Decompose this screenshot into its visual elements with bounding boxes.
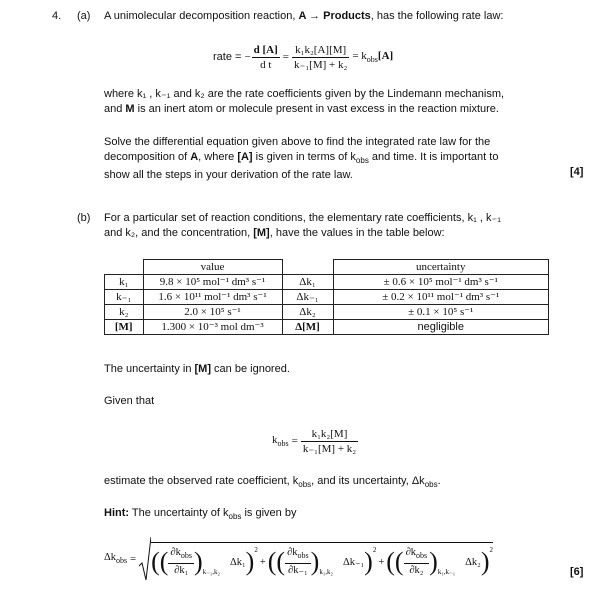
uncertainty-formula (104, 536, 493, 582)
kobs-numerator: k₁k₂[M] (301, 427, 358, 442)
hint-line (104, 506, 296, 524)
hint-sub: obs (228, 512, 242, 522)
row-uncertainty: ± 0.2 × 10¹¹ mol⁻¹ dm³ s⁻¹ (333, 290, 549, 305)
rate-fraction (292, 43, 349, 72)
rate-fraction-denominator: k₋₁[M] + k₂ (294, 58, 348, 71)
table-row (105, 275, 549, 290)
term1-held: k₋₁,k₂ (202, 568, 220, 577)
sqrt-body (151, 542, 493, 578)
term3-partial-num-k: ∂k (405, 546, 417, 558)
row-uncertainty-symbol: Δk₁ (282, 275, 333, 290)
term1-partial (168, 546, 194, 578)
where-line-2-pre: and (104, 103, 126, 115)
term1-close-paren-1: ) (193, 547, 203, 576)
row-symbol: k₁ (105, 275, 144, 290)
term2-partial-den: ∂k₋₁ (288, 565, 308, 577)
estimate-mid: , and its uncertainty, Δk (311, 475, 425, 487)
table-row (105, 320, 549, 335)
solve-line-2-mid: , where (198, 151, 238, 163)
given-that: Given that (104, 395, 155, 407)
term2-partial (285, 546, 311, 578)
estimate-sub-1: obs (298, 480, 312, 490)
sqrt-icon (139, 536, 151, 582)
where-line-2-post: is an inert atom or molecule present in vast excess in the reaction mixture. (134, 103, 499, 115)
header-value: value (143, 260, 282, 275)
term3-close-paren-1: ) (429, 547, 438, 576)
term3-square: 2 (489, 545, 494, 554)
term2-partial-num-k: ∂k (287, 546, 298, 558)
part-b-intro-line-1: For a particular set of reaction conditions, the elementary rate coefficients, k₁ , k₋₁ (104, 212, 501, 224)
hint-bold: Hint: (104, 507, 130, 519)
rate-law-equation (213, 40, 393, 74)
rate-rhs-sub: obs (366, 55, 378, 65)
kobs-lhs (272, 434, 289, 448)
row-uncertainty: ± 0.1 × 10⁵ s⁻¹ (333, 305, 549, 320)
solve-line-2-sub: obs (355, 156, 369, 166)
term2-close-paren-1: ) (310, 547, 320, 576)
reaction: A → Products (298, 10, 371, 22)
row-value: 1.300 × 10⁻³ mol dm⁻³ (143, 320, 282, 335)
solve-line-2-post: is given in terms of k (252, 151, 356, 163)
part-b-intro-line-2-post: , have the values in the table below: (269, 227, 445, 239)
term2-close-paren-2: ) (364, 547, 373, 576)
part-b-intro-line-2-pre: and k₂, and the concentration, (104, 227, 254, 239)
solve-paragraph (104, 135, 498, 183)
kobs-lhs-k: k (272, 433, 278, 446)
derivative-fraction (252, 43, 280, 72)
rate-rhs-k: = k (352, 49, 367, 62)
solve-line-1: Solve the differential equation given above to find the integrated rate law for the (104, 136, 491, 148)
term2-square: 2 (372, 545, 377, 554)
solve-line-2 (104, 150, 498, 168)
term1-partial-den: ∂k₁ (174, 565, 189, 577)
term1-partial-num (168, 546, 194, 564)
hint-tail: is given by (241, 507, 297, 519)
term3-held: k₁,k₋₁ (437, 568, 456, 577)
hint-text: The uncertainty of k (129, 507, 229, 519)
row-symbol: k₂ (105, 305, 144, 320)
part-a-label: (a) (77, 10, 91, 22)
derivative-denominator: d t (260, 58, 272, 71)
table-header-row (105, 260, 549, 275)
solve-line-2-bold-conc: [A] (237, 151, 253, 163)
term3-open-paren: (( (386, 547, 404, 576)
unc-lhs-dk: Δk (104, 552, 117, 564)
row-uncertainty-symbol: Δ[M] (282, 320, 333, 335)
equals-sign: = (282, 51, 290, 63)
question-number: 4. (52, 10, 62, 22)
row-symbol: [M] (105, 320, 144, 335)
derivative-numerator: d [A] (253, 43, 278, 56)
row-uncertainty: ± 0.6 × 10⁵ mol⁻¹ dm³ s⁻¹ (333, 275, 549, 290)
kobs-fraction (301, 427, 358, 456)
unc-equals: = (130, 553, 137, 565)
plus-2: + (378, 556, 385, 568)
where-line-2-bold: M (125, 103, 135, 115)
ignore-pre: The uncertainty in (104, 363, 195, 375)
plus-1: + (259, 556, 266, 568)
term3-close-paren-2: ) (480, 547, 490, 576)
term3-partial-den: ∂k₂ (409, 565, 424, 577)
unc-lhs-sub: obs (116, 556, 128, 566)
table-row (105, 305, 549, 320)
term2-open-paren: (( (267, 547, 286, 576)
term3-mult: Δk₂ (465, 556, 481, 568)
row-uncertainty-symbol: Δk₂ (282, 305, 333, 320)
intro-text-1: A unimolecular decomposition reaction, (104, 10, 299, 22)
header-blank-2 (282, 260, 333, 275)
term2-mult: Δk₋₁ (342, 557, 365, 568)
where-line-2 (104, 102, 504, 117)
rate-rhs-tail: [A] (377, 49, 394, 62)
solve-line-2-bold-a: A (190, 151, 199, 163)
header-uncertainty: uncertainty (333, 260, 549, 275)
term3-partial-num-sub: obs (416, 551, 428, 561)
rate-fraction-numerator: k₁k₂[A][M] (292, 43, 349, 58)
term1-open-paren: (( (151, 547, 169, 576)
estimate-sub-2: obs (424, 480, 438, 490)
where-paragraph (104, 87, 504, 117)
table-row (105, 290, 549, 305)
solve-line-2-tail: and time. It is important to (368, 151, 499, 163)
part-a-intro (104, 9, 503, 24)
values-table (104, 259, 549, 335)
solve-line-2-pre: decomposition of (104, 151, 191, 163)
term3-partial (404, 546, 430, 578)
term2-held: k₁,k₂ (319, 568, 333, 577)
solve-line-3: show all the steps in your derivation of the rate law. (104, 169, 353, 182)
part-b-intro-line-2-bold: [M] (253, 227, 270, 239)
kobs-denominator: k₋₁[M] + k₂ (302, 442, 357, 455)
part-b-marks: [6] (570, 566, 584, 578)
ignore-post: can be ignored. (211, 363, 290, 375)
row-symbol: k₋₁ (105, 290, 144, 305)
part-b-intro (104, 211, 501, 241)
row-value: 1.6 × 10¹¹ mol⁻¹ dm³ s⁻¹ (143, 290, 282, 305)
estimate-line (104, 474, 441, 492)
header-blank-1 (105, 260, 144, 275)
kobs-equation (272, 424, 358, 458)
term1-square: 2 (254, 545, 258, 554)
part-b-label: (b) (77, 212, 91, 224)
minus-sign: − (244, 51, 251, 63)
ignore-bold: [M] (194, 363, 211, 375)
rate-lhs: rate = (213, 51, 242, 63)
rate-rhs (352, 50, 393, 64)
intro-text-2: , has the following rate law: (370, 10, 504, 22)
part-b-intro-line-2 (104, 226, 501, 241)
term1-partial-num-sub: obs (180, 551, 192, 561)
row-value: 9.8 × 10⁵ mol⁻¹ dm³ s⁻¹ (143, 275, 282, 290)
term1-partial-num-k: ∂k (170, 546, 181, 558)
term2-partial-num (285, 546, 311, 564)
row-uncertainty: negligible (333, 320, 549, 335)
term1-close-paren-2: ) (245, 547, 255, 576)
row-value: 2.0 × 10⁵ s⁻¹ (143, 305, 282, 320)
term1-mult: Δk₁ (229, 556, 246, 568)
estimate-pre: estimate the observed rate coefficient, k (104, 475, 299, 487)
kobs-lhs-sub: obs (277, 439, 289, 449)
term2-partial-num-sub: obs (297, 551, 309, 561)
term3-partial-num (404, 546, 430, 564)
where-line-1: where k₁ , k₋₁ and k₂ are the rate coefficients given by the Lindemann mechanism, (104, 88, 505, 100)
kobs-equals: = (291, 435, 298, 447)
ignore-line (104, 362, 290, 377)
part-a-marks: [4] (570, 166, 584, 178)
estimate-post: . (437, 475, 441, 487)
unc-lhs (104, 552, 127, 565)
row-uncertainty-symbol: Δk₋₁ (282, 290, 333, 305)
